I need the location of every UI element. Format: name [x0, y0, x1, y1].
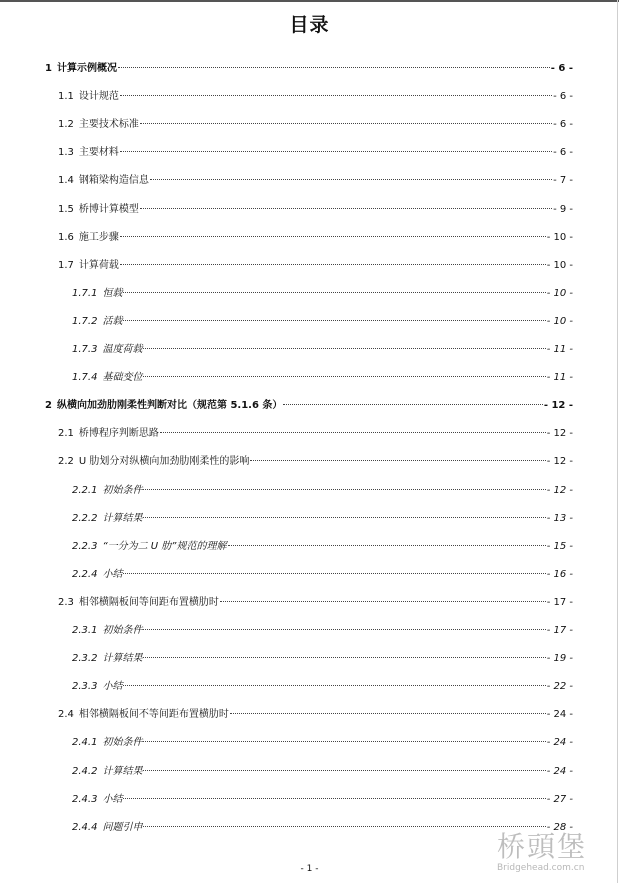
toc-entry-title: 桥博计算模型 [78, 204, 139, 215]
toc-entry-page: - 10 - [546, 288, 573, 299]
toc-entry-number: 1.7.1 [72, 288, 98, 299]
toc-entry-title: 主要材料 [78, 147, 119, 158]
toc-entry-number: 1.3 [58, 147, 74, 158]
toc-entry-title: 相邻横隔板间等间距布置横肋时 [78, 597, 219, 608]
toc-entry[interactable] [58, 255, 573, 272]
toc-entry-number: 2 [45, 400, 52, 411]
toc-leader-dots [150, 167, 552, 180]
toc-entry-title: 相邻横隔板间不等间距布置横肋时 [78, 709, 229, 720]
toc-entry[interactable] [72, 283, 573, 300]
toc-entry-page: - 11 - [546, 344, 573, 355]
toc-entry[interactable] [58, 170, 573, 187]
toc-entry-page: - 10 - [546, 260, 573, 271]
toc-entry-page: - 15 - [546, 541, 573, 552]
toc-entry[interactable] [58, 227, 573, 244]
toc-leader-dots [123, 561, 545, 574]
toc-entry[interactable] [72, 732, 573, 749]
toc-entry[interactable] [58, 142, 573, 159]
page-top-border [0, 0, 619, 2]
toc-leader-dots [143, 364, 545, 377]
toc-entry-title: 温度荷载 [102, 344, 143, 355]
toc-entry-page: - 13 - [546, 513, 573, 524]
toc-leader-dots [143, 645, 545, 658]
toc-leader-dots [143, 617, 545, 630]
toc-entry[interactable] [72, 620, 573, 637]
toc-entry-title: 计算结果 [102, 653, 143, 664]
toc-entry-page: - 24 - [546, 766, 573, 777]
toc-leader-dots [118, 55, 550, 68]
toc-entry[interactable] [58, 199, 573, 216]
toc-entry[interactable] [72, 339, 573, 356]
toc-entry-page: - 27 - [546, 794, 573, 805]
toc-entry[interactable] [72, 648, 573, 665]
toc-entry-title: 计算示例概况 [56, 63, 117, 74]
toc-entry-number: 1.5 [58, 204, 74, 215]
toc-entry-page: - 12 - [546, 428, 573, 439]
toc-entry[interactable] [58, 704, 573, 721]
toc-entry-title: 计算结果 [102, 766, 143, 777]
toc-entry-number: 2.2 [58, 456, 74, 467]
toc-entry-title: 桥博程序判断思路 [78, 428, 159, 439]
toc-entry-title: 纵横向加劲肋刚柔性判断对比（规范第 5.1.6 条） [56, 400, 283, 411]
toc-leader-dots [228, 533, 546, 546]
watermark-name: 桥頭堡 [497, 830, 588, 863]
toc-entry-title: 小结 [102, 681, 123, 692]
toc-entry[interactable] [72, 564, 573, 581]
toc-leader-dots [140, 196, 552, 209]
toc-entry-page: - 12 - [543, 400, 573, 411]
toc-entry-title: 设计规范 [78, 91, 119, 102]
toc-entry-number: 2.4.3 [72, 794, 98, 805]
toc-entry-number: 2.3.2 [72, 653, 98, 664]
toc-entry-title: 恒载 [102, 288, 123, 299]
toc-entry-page: - 6 - [553, 119, 573, 130]
toc-leader-dots [123, 308, 545, 321]
toc-entry[interactable] [72, 480, 573, 497]
toc-leader-dots [123, 280, 545, 293]
toc-entry[interactable] [72, 761, 573, 778]
toc-entry-number: 2.3.3 [72, 681, 98, 692]
toc-entry-page: - 16 - [546, 569, 573, 580]
page-number-footer: - 1 - [300, 864, 319, 874]
toc-entry-page: - 10 - [546, 316, 573, 327]
toc-entry-page: - 28 - [546, 822, 573, 833]
toc-leader-dots [143, 336, 545, 349]
toc-entry-number: 1.7.3 [72, 344, 98, 355]
toc-entry[interactable] [58, 423, 573, 440]
watermark-site: Bridgehead.com.cn [497, 863, 585, 873]
toc-entry-title: 初始条件 [102, 485, 143, 496]
toc-entry-title: 小结 [102, 794, 123, 805]
toc-entry-number: 2.4 [58, 709, 74, 720]
toc-entry-number: 2.3 [58, 597, 74, 608]
toc-entry-number: 2.2.1 [72, 485, 98, 496]
toc-leader-dots [120, 139, 552, 152]
toc-leader-dots [120, 252, 546, 265]
toc-entry-number: 2.2.4 [72, 569, 98, 580]
toc-entry-page: - 24 - [546, 737, 573, 748]
toc-entry-title: 计算结果 [102, 513, 143, 524]
toc-entry-page: - 17 - [546, 597, 573, 608]
toc-entry-title: 计算荷载 [78, 260, 119, 271]
toc-leader-dots [143, 729, 545, 742]
toc-entry[interactable] [58, 592, 573, 609]
toc-entry-page: - 24 - [546, 709, 573, 720]
toc-leader-dots [220, 589, 546, 602]
toc-entry[interactable] [72, 789, 573, 806]
page-right-border [617, 0, 618, 883]
toc-leader-dots [230, 701, 546, 714]
toc-entry-page: - 17 - [546, 625, 573, 636]
toc-entry-number: 1.6 [58, 232, 74, 243]
toc-leader-dots [123, 786, 545, 799]
toc-entry-title: 问题引申 [102, 822, 143, 833]
toc-entry-page: - 10 - [546, 232, 573, 243]
toc-entry-number: 1.7.4 [72, 372, 98, 383]
toc-entry-number: 2.4.4 [72, 822, 98, 833]
toc-leader-dots [123, 673, 545, 686]
toc-entry-page: - 19 - [546, 653, 573, 664]
toc-leader-dots [283, 392, 542, 405]
toc-entry[interactable] [45, 58, 573, 75]
toc-entry-title: “一分为二 U 肋”规范的理解 [102, 541, 227, 552]
toc-entry-number: 1.1 [58, 91, 74, 102]
toc-leader-dots [143, 814, 545, 827]
toc-leader-dots [143, 505, 545, 518]
toc-entry-number: 1 [45, 63, 52, 74]
watermark-logo [497, 832, 607, 878]
toc-entry-page: - 12 - [546, 456, 573, 467]
toc-entry-title: U 肋划分对纵横向加劲肋刚柔性的影响 [78, 456, 250, 467]
toc-entry-number: 2.4.1 [72, 737, 98, 748]
toc-entry-title: 初始条件 [102, 737, 143, 748]
toc-entry[interactable] [58, 451, 573, 468]
toc-entry-number: 2.2.2 [72, 513, 98, 524]
toc-entry-title: 钢箱梁构造信息 [78, 175, 149, 186]
toc-leader-dots [120, 83, 552, 96]
toc-entry[interactable] [58, 114, 573, 131]
toc-entry[interactable] [72, 536, 573, 553]
toc-leader-dots [250, 448, 545, 461]
toc-entry-title: 主要技术标准 [78, 119, 139, 130]
toc-leader-dots [143, 477, 545, 490]
toc-entry[interactable] [72, 676, 573, 693]
toc-entry[interactable] [72, 367, 573, 384]
toc-entry-page: - 6 - [553, 91, 573, 102]
toc-entry-number: 2.3.1 [72, 625, 98, 636]
toc-entry[interactable] [72, 508, 573, 525]
toc-entry-number: 1.7 [58, 260, 74, 271]
toc-entry-number: 1.4 [58, 175, 74, 186]
toc-entry-page: - 11 - [546, 372, 573, 383]
toc-entry-title: 施工步骤 [78, 232, 119, 243]
toc-entry-number: 2.2.3 [72, 541, 98, 552]
toc-entry-page: - 7 - [553, 175, 573, 186]
toc-entry-page: - 9 - [553, 204, 573, 215]
toc-entry-title: 初始条件 [102, 625, 143, 636]
toc-entry[interactable] [58, 86, 573, 103]
toc-entry[interactable] [45, 395, 573, 412]
toc-entry-number: 2.4.2 [72, 766, 98, 777]
toc-leader-dots [140, 111, 552, 124]
toc-entry-page: - 22 - [546, 681, 573, 692]
toc-entry-number: 1.2 [58, 119, 74, 130]
toc-entry-page: - 12 - [546, 485, 573, 496]
toc-entry-title: 活载 [102, 316, 123, 327]
toc-leader-dots [120, 224, 546, 237]
toc-leader-dots [160, 420, 546, 433]
toc-entry-title: 基础变位 [102, 372, 143, 383]
toc-entry[interactable] [72, 311, 573, 328]
toc-leader-dots [143, 758, 545, 771]
toc-entry-page: - 6 - [553, 147, 573, 158]
toc-entry-number: 2.1 [58, 428, 74, 439]
toc-title: 目录 [289, 14, 330, 36]
toc-entry-page: - 6 - [550, 63, 573, 74]
toc-entry-title: 小结 [102, 569, 123, 580]
toc-entry-number: 1.7.2 [72, 316, 98, 327]
